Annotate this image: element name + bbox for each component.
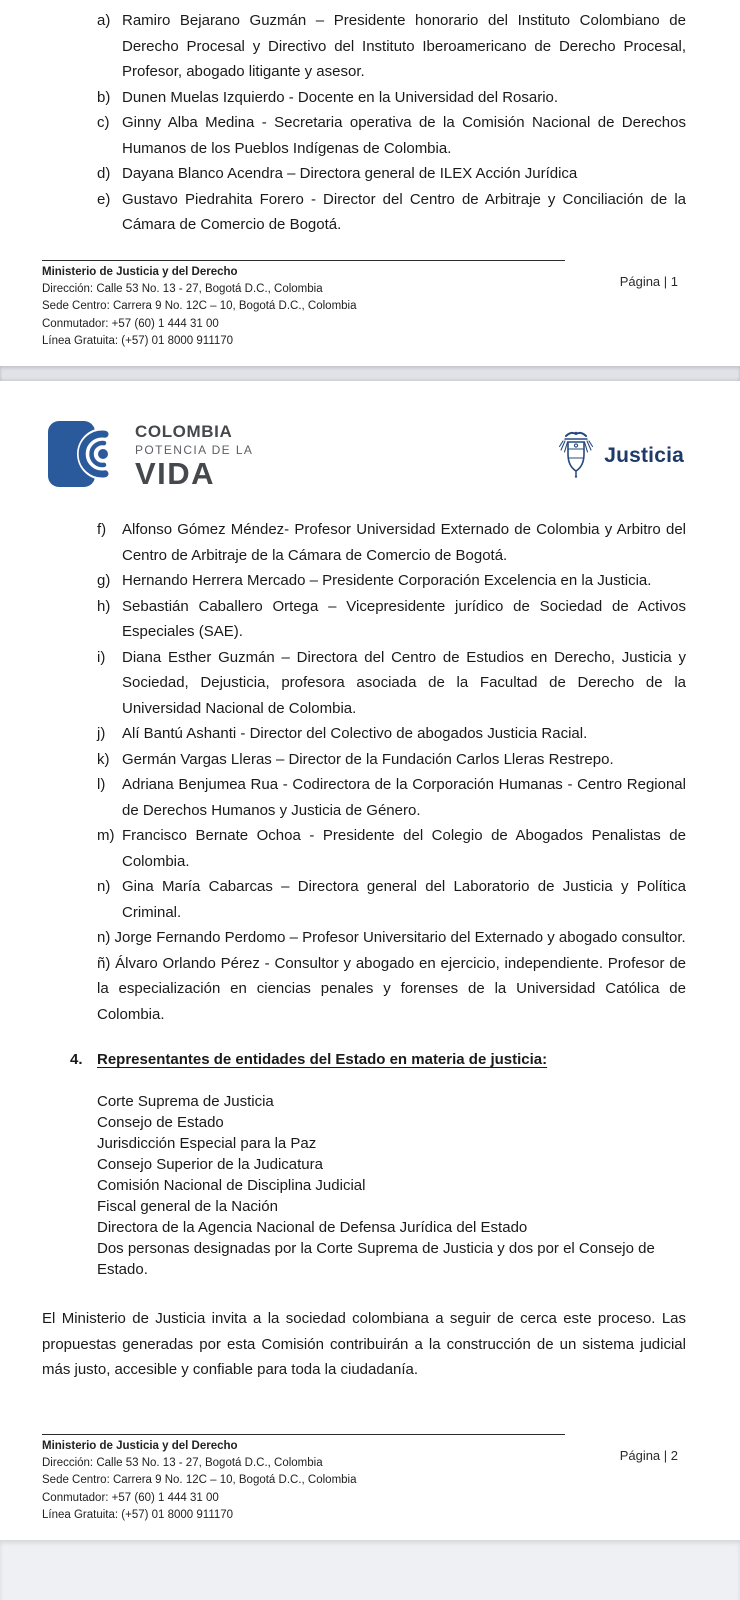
footer-address-1: Dirección: Calle 53 No. 13 - 27, Bogotá D.C., Colombia — [42, 283, 323, 296]
list-text: Ramiro Bejarano Guzmán – Presidente honorario del Instituto Colombiano de Derecho Procesal y Directivo del Instituto Iberoamericano de Derecho Procesal, Profesor, abogado litigante y asesor. — [122, 12, 686, 80]
list-marker: g) — [97, 572, 111, 589]
list-marker: f) — [97, 521, 107, 538]
colombia-line1: COLOMBIA — [135, 422, 233, 441]
list-item — [97, 568, 686, 594]
entity-item: Jurisdicción Especial para la Paz — [97, 1135, 317, 1152]
list-marker: l) — [97, 776, 106, 793]
section-number: 4. — [70, 1051, 83, 1068]
footer-rule — [42, 1434, 565, 1435]
speaker-list-f-n — [97, 517, 686, 925]
list-marker: n) — [97, 878, 111, 895]
entities-list — [97, 1091, 686, 1280]
footer-org: Ministerio de Justicia y del Derecho — [42, 265, 238, 278]
list-text: Sebastián Caballero Ortega – Vicepresidente jurídico de Sociedad de Activos Especiales (SAE). — [122, 597, 686, 640]
list-text: Francisco Bernate Ochoa - Presidente del Colegio de Abogados Penalistas de Colombia. — [122, 827, 686, 870]
list-text: Dunen Muelas Izquierdo - Docente en la Universidad del Rosario. — [122, 88, 559, 106]
list-item — [97, 187, 686, 238]
list-item — [97, 874, 686, 925]
closing-paragraph: El Ministerio de Justicia invita a la sociedad colombiana a seguir de cerca este proceso. Las propuestas generadas por esta Comisión contribuirán a la construcción de un sistema judicial más justo, accesible y confiable para toda la ciudadanía. — [42, 1310, 686, 1378]
justicia-crest-icon — [558, 430, 594, 483]
list-marker: m) — [97, 827, 115, 844]
list-text: Germán Vargas Lleras – Director de la Fundación Carlos Lleras Restrepo. — [122, 750, 614, 768]
page-footer — [42, 260, 686, 350]
list-item — [97, 594, 686, 645]
colombia-line3: VIDA — [135, 456, 216, 491]
list-item — [97, 721, 686, 747]
list-text: Gustavo Piedrahita Forero - Director del Centro de Arbitraje y Conciliación de la Cámara de Comercio de Bogotá. — [122, 190, 686, 233]
list-item — [97, 747, 686, 773]
colombia-line2: POTENCIA DE LA — [135, 443, 254, 457]
list-marker: c) — [97, 114, 110, 131]
entity-item: Fiscal general de la Nación — [97, 1198, 278, 1215]
list-item — [97, 772, 686, 823]
list-marker: e) — [97, 190, 111, 208]
list-marker: h) — [97, 597, 111, 615]
list-marker: j) — [97, 725, 106, 742]
page-break-gap — [0, 366, 740, 381]
entity-item: Comisión Nacional de Disciplina Judicial — [97, 1177, 366, 1194]
colombia-logo-text — [135, 422, 253, 490]
entity-item: Corte Suprema de Justicia — [97, 1093, 274, 1110]
list-text: Diana Esther Guzmán – Directora del Centro de Estudios en Derecho, Justicia y Sociedad, Dejusticia, profesora asociada de la Facultad de Derecho de la Universidad Nacional de Colombia. — [122, 648, 686, 717]
list-text: Dayana Blanco Acendra – Directora general de ILEX Acción Jurídica — [122, 165, 578, 182]
footer-address-1: Dirección: Calle 53 No. 13 - 27, Bogotá D.C., Colombia — [42, 1457, 323, 1470]
list-item — [97, 8, 686, 85]
list-item — [97, 517, 686, 568]
page-number: Página | 1 — [619, 273, 678, 289]
list-item — [97, 85, 686, 111]
brand-logos-row — [48, 411, 686, 501]
page-footer — [42, 1434, 686, 1524]
list-text: Ginny Alba Medina - Secretaria operativa de la Comisión Nacional de Derechos Humanos de los Pueblos Indígenas de Colombia. — [122, 114, 686, 157]
document-page-2 — [0, 381, 740, 1540]
list-marker: b) — [97, 88, 111, 106]
justicia-label: Justicia — [604, 444, 684, 467]
list-marker: i) — [97, 648, 106, 666]
footer-address-2: Sede Centro: Carrera 9 No. 12C – 10, Bogotá D.C., Colombia — [42, 300, 357, 313]
footer-address-2: Sede Centro: Carrera 9 No. 12C – 10, Bogotá D.C., Colombia — [42, 1474, 357, 1487]
colombia-logo — [48, 420, 253, 493]
document-page-1 — [0, 0, 740, 366]
speaker-list-a-e — [97, 8, 686, 238]
list-item — [97, 645, 686, 722]
section-heading — [70, 1047, 686, 1073]
list-marker: k) — [97, 750, 110, 768]
footer-tollfree: Línea Gratuita: (+57) 01 8000 911170 — [42, 334, 234, 347]
list-marker: d) — [97, 165, 111, 182]
list-item — [97, 110, 686, 161]
list-text: Adriana Benjumea Rua - Codirectora de la Corporación Humanas - Centro Regional de Derechos Humanos y Justicia de Género. — [122, 776, 686, 819]
footer-rule — [42, 260, 565, 261]
entity-item: Consejo de Estado — [97, 1114, 224, 1131]
list-text: Hernando Herrera Mercado – Presidente Corporación Excelencia en la Justicia. — [122, 572, 652, 589]
entity-item: Directora de la Agencia Nacional de Defensa Jurídica del Estado — [97, 1219, 528, 1236]
entity-item: Dos personas designadas por la Corte Suprema de Justicia y dos por el Consejo de Estado. — [97, 1240, 655, 1278]
paragraph-enye: ñ) Álvaro Orlando Pérez - Consultor y abogado en ejercicio, independiente. Profesor de la especialización en ciencias penales y forenses de la Universidad Católica de Colombia. — [97, 954, 686, 1023]
footer-tollfree: Línea Gratuita: (+57) 01 8000 911170 — [42, 1508, 234, 1521]
section-title: Representantes de entidades del Estado en materia de justicia: — [97, 1051, 548, 1068]
list-item — [97, 823, 686, 874]
list-marker: a) — [97, 12, 111, 29]
footer-phone: Conmutador: +57 (60) 1 444 31 00 — [42, 1491, 219, 1504]
footer-org: Ministerio de Justicia y del Derecho — [42, 1439, 238, 1452]
list-text: Alí Bantú Ashanti - Director del Colectivo de abogados Justicia Racial. — [122, 725, 588, 742]
footer-phone: Conmutador: +57 (60) 1 444 31 00 — [42, 317, 219, 330]
paragraph-n-jorge: n) Jorge Fernando Perdomo – Profesor Universitario del Externado y abogado consultor. — [97, 929, 686, 946]
viewer-bottom-area — [0, 1540, 740, 1600]
colombia-wave-icon — [48, 420, 122, 493]
page-number: Página | 2 — [619, 1447, 678, 1463]
list-item — [97, 161, 686, 187]
list-text: Gina María Cabarcas – Directora general del Laboratorio de Justicia y Política Criminal. — [122, 878, 686, 921]
justicia-logo — [558, 430, 684, 483]
entity-item: Consejo Superior de la Judicatura — [97, 1156, 323, 1173]
list-text: Alfonso Gómez Méndez- Profesor Universidad Externado de Colombia y Arbitro del Centro de Arbitraje de la Cámara de Comercio de Bogotá. — [122, 521, 686, 564]
